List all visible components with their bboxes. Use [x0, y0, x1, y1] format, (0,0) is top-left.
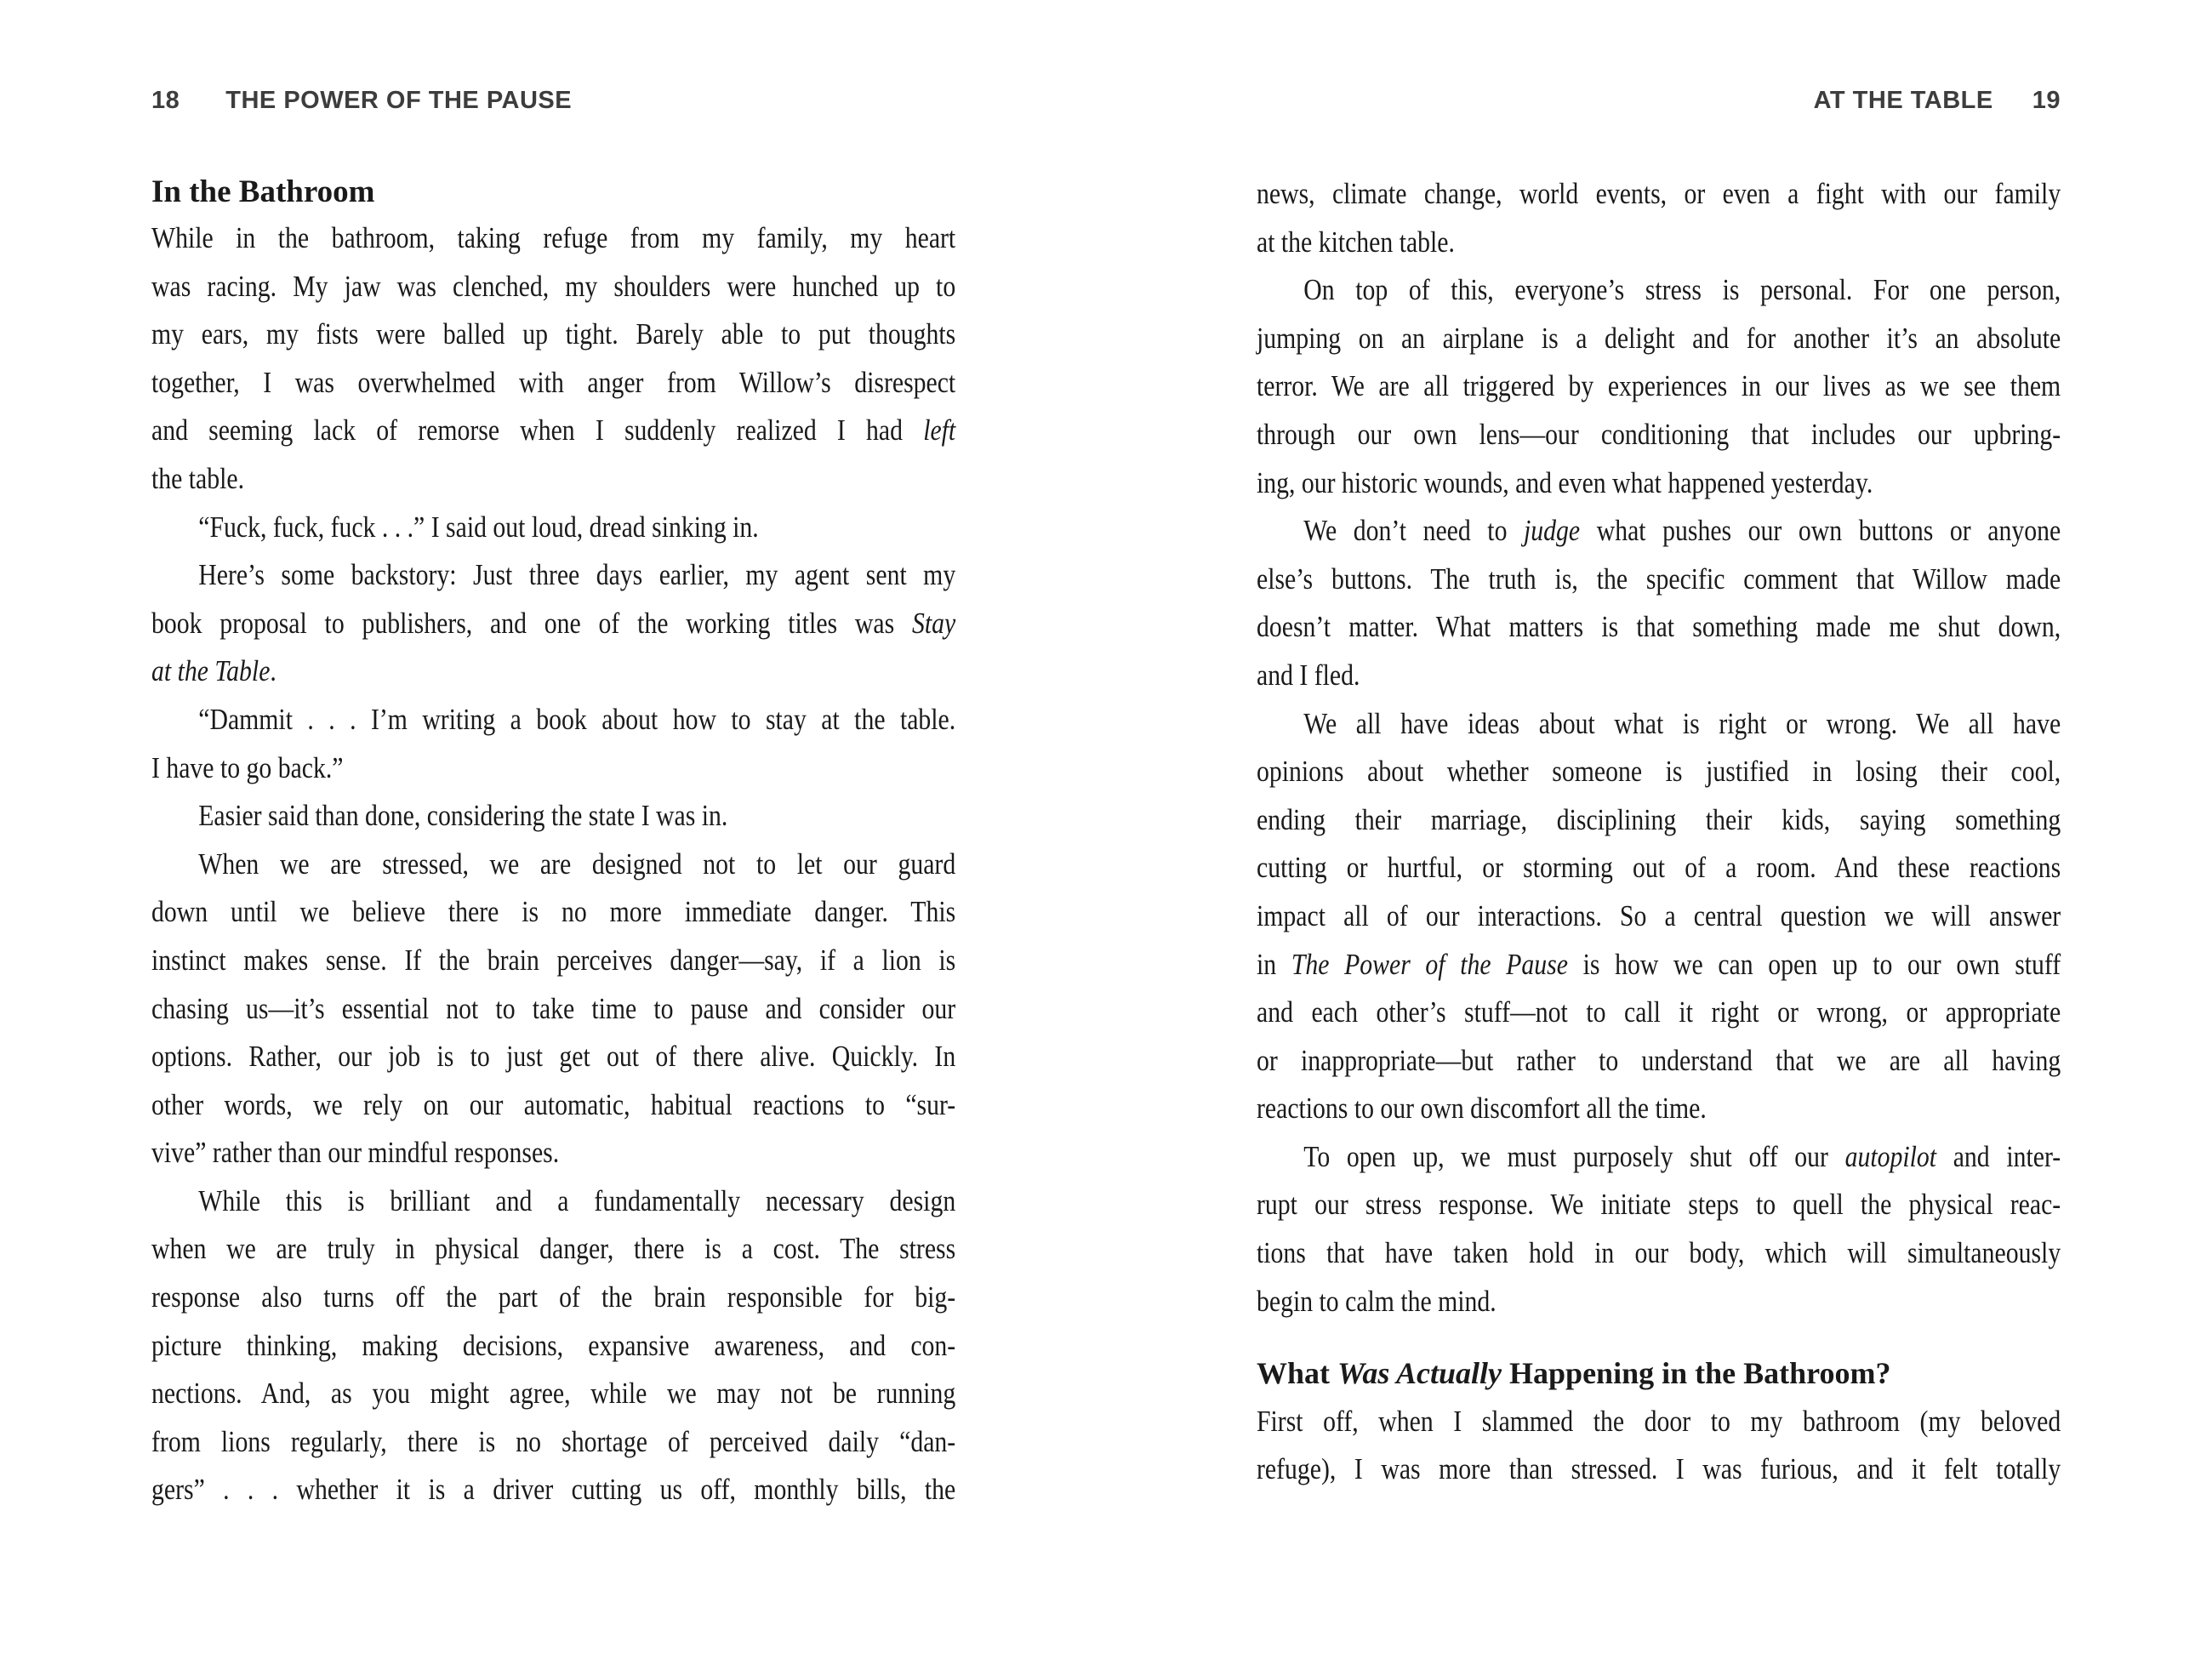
text-line: or inappropriate—but rather to understand that we are all having [1257, 1043, 2061, 1077]
section-heading: In the Bathroom [151, 174, 375, 209]
text-line: and I fled. [1257, 658, 1360, 692]
text-line: We all have ideas about what is right or wrong. We all have [1303, 706, 2061, 740]
text-line: and each other’s stuff—not to call it right or wrong, or appropriate [1257, 995, 2061, 1029]
text-line: “Fuck, fuck, fuck . . .” I said out loud, dread sinking in. [198, 510, 759, 544]
section-subheading: What Was Actually Happening in the Bathroom? [1257, 1356, 1891, 1391]
text-line: Here’s some backstory: Just three days earlier, my agent sent my [198, 558, 956, 592]
text-line: reactions to our own discomfort all the time. [1257, 1092, 1707, 1126]
text-line: refuge), I was more than stressed. I was furious, and it felt totally [1257, 1452, 2061, 1486]
running-head-left [151, 88, 572, 113]
text-line: doesn’t matter. What matters is that something made me shut down, [1257, 610, 2061, 644]
text-line: options. Rather, our job is to just get out of there alive. Quickly. In [151, 1040, 956, 1074]
text-line: vive” rather than our mindful responses. [151, 1136, 560, 1170]
text-line: response also turns off the part of the brain responsible for big- [151, 1280, 956, 1314]
text-line: To open up, we must purposely shut off our autopilot and inter- [1303, 1139, 2061, 1173]
text-line: through our own lens—our conditioning that includes our upbring- [1257, 417, 2061, 451]
text-line: in The Power of the Pause is how we can open up to our own stuff [1257, 947, 2061, 981]
text-line: was racing. My jaw was clenched, my shoulders were hunched up to [151, 269, 956, 303]
running-head-left-title: THE POWER OF THE PAUSE [225, 87, 573, 114]
text-line: and seeming lack of remorse when I suddenly realized I had left [151, 413, 956, 448]
page-number-left: 18 [151, 87, 180, 114]
page-number-right: 19 [2032, 87, 2061, 114]
text-line: the table. [151, 461, 245, 495]
text-line: my ears, my fists were balled up tight. Barely able to put thoughts [151, 317, 956, 351]
text-line: rupt our stress response. We initiate steps to quell the physical reac- [1257, 1188, 2061, 1222]
text-line: begin to calm the mind. [1257, 1284, 1497, 1318]
text-line: at the Table. [151, 654, 276, 688]
text-line: together, I was overwhelmed with anger from Willow’s disrespect [151, 365, 956, 399]
left-page-body [151, 170, 1097, 1514]
running-head-right [1257, 88, 2061, 113]
text-line: opinions about whether someone is justified in losing their cool, [1257, 755, 2061, 789]
text-line: chasing us—it’s essential not to take time to pause and consider our [151, 991, 956, 1025]
text-line: else’s buttons. The truth is, the specific comment that Willow made [1257, 562, 2061, 596]
text-line: terror. We are all triggered by experiences in our lives as we see them [1257, 369, 2061, 403]
text-line: First off, when I slammed the door to my bathroom (my beloved [1257, 1404, 2061, 1438]
right-page-body [1257, 170, 2203, 1494]
running-head-right-title: AT THE TABLE [1813, 87, 1993, 114]
text-line: from lions regularly, there is no shortage of perceived daily “dan- [151, 1424, 956, 1458]
text-line: jumping on an airplane is a delight and for another it’s an absolute [1257, 321, 2061, 355]
text-line: picture thinking, making decisions, expansive awareness, and con- [151, 1328, 956, 1362]
text-line: at the kitchen table. [1257, 225, 1455, 259]
section-gap [1257, 1325, 2203, 1349]
text-line: when we are truly in physical danger, there is a cost. The stress [151, 1232, 956, 1266]
text-line: instinct makes sense. If the brain perceives danger—say, if a lion is [151, 943, 956, 977]
text-line: down until we believe there is no more immediate danger. This [151, 895, 956, 929]
text-line: On top of this, everyone’s stress is personal. For one person, [1303, 273, 2061, 307]
text-line: impact all of our interactions. So a central question we will answer [1257, 898, 2061, 932]
text-line: While in the bathroom, taking refuge from my family, my heart [151, 221, 956, 254]
text-line: nections. And, as you might agree, while we may not be running [151, 1377, 956, 1411]
text-line: While this is brilliant and a fundamentally necessary design [198, 1183, 956, 1217]
text-line: book proposal to publishers, and one of the working titles was Stay [151, 606, 956, 640]
text-line: other words, we rely on our automatic, habitual reactions to “sur- [151, 1087, 956, 1121]
text-line: cutting or hurtful, or storming out of a room. And these reactions [1257, 851, 2061, 885]
text-line: gers” . . . whether it is a driver cutting us off, monthly bills, the [151, 1473, 956, 1507]
text-line: We don’t need to judge what pushes our own buttons or anyone [1303, 514, 2061, 548]
text-line: ing, our historic wounds, and even what happened yesterday. [1257, 465, 1873, 499]
text-line: Easier said than done, considering the state I was in. [198, 799, 728, 833]
text-line: ending their marriage, disciplining their kids, saying something [1257, 802, 2061, 836]
text-line: I have to go back.” [151, 750, 344, 784]
text-line: When we are stressed, we are designed not to let our guard [198, 847, 956, 881]
text-line: “Dammit . . . I’m writing a book about how to stay at the table. [198, 702, 956, 736]
text-line: news, climate change, world events, or even a fight with our family [1257, 177, 2061, 210]
text-line: tions that have taken hold in our body, which will simultaneously [1257, 1236, 2061, 1270]
